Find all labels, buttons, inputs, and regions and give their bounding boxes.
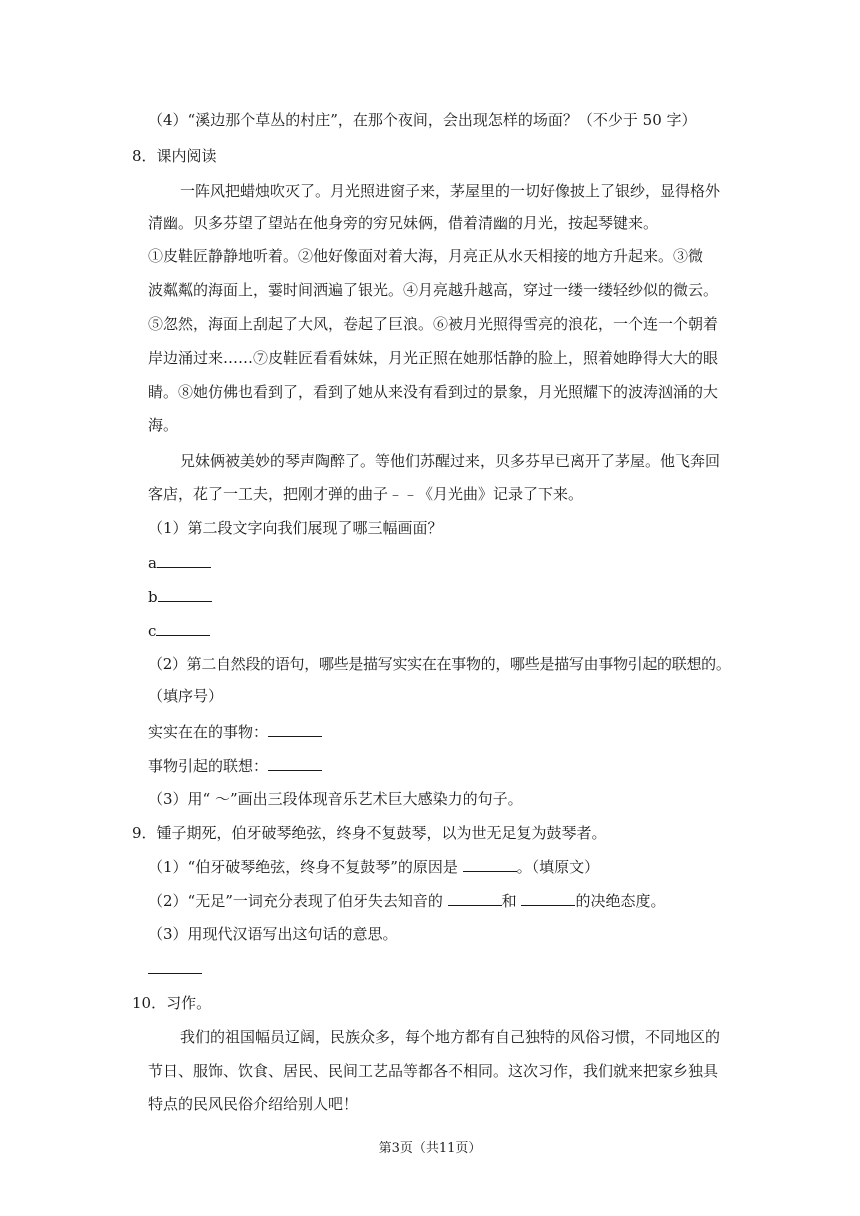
q8-p2-line: ⑤忽然，海面上刮起了大风，卷起了巨浪。⑥被月光照得雪亮的浪花，一个连一个朝着 [148,315,719,333]
answer-blank[interactable] [148,958,202,974]
answer-blank[interactable] [463,856,517,872]
answer-line-c[interactable]: c [148,620,210,641]
q8-p3-line: 兄妹俩被美妙的琴声陶醉了。等他们苏醒过来，贝多芬早已离开了茅屋。他飞奔回 [180,452,721,470]
answer-blank[interactable] [156,620,210,636]
q8-sub2-note: （填序号） [148,687,224,705]
q10-title: 10．习作。 [132,994,212,1012]
q9-sub2: （2）“无足”一词充分表现了伯牙失去知音的 和 的决绝态度。 [148,892,666,910]
answer-blank[interactable] [521,890,575,906]
q10-p-line: 我们的祖国幅员辽阔，民族众多，每个地方都有自己独特的风俗习惯，不同地区的 [180,1028,721,1046]
q8-title: 8．课内阅读 [132,147,217,165]
q7-sub4: （4）“溪边那个草丛的村庄”，在那个夜间，会出现怎样的场面？（不少于 50 字） [148,111,697,129]
q8-p1-line: 一阵风把蜡烛吹灭了。月光照进窗子来，茅屋里的一切好像披上了银纱，显得格外 [180,182,721,200]
q8-p2-line: 波粼粼的海面上，霎时间洒遍了银光。④月亮越升越高，穿过一缕一缕轻纱似的微云。 [148,281,719,299]
answer-blank[interactable] [157,552,211,568]
q8-sub3: （3）用“ ～”画出三段体现音乐艺术巨大感染力的句子。 [148,790,523,808]
answer-line-a[interactable]: a [148,552,211,573]
q8-p2-line: 岸边涌过来……⑦皮鞋匠看看妹妹，月光正照在她那恬静的脸上，照着她睁得大大的眼 [148,349,719,367]
answer-line-b[interactable]: b [148,586,212,607]
q9-sub1: （1）“伯牙破琴绝弦，终身不复鼓琴”的原因是 。（填原文） [148,858,600,876]
q9-answer-line[interactable] [148,958,202,979]
answer-blank[interactable] [158,586,212,602]
q10-p-line: 特点的民风民俗介绍给别人吧！ [148,1095,359,1113]
page-footer: 第3页（共11页） [378,1141,482,1156]
q8-p2-line: ①皮鞋匠静静地听着。②他好像面对着大海，月亮正从水天相接的地方升起来。③微 [148,247,704,265]
q10-p-line: 节日、服饰、饮食、居民、民间工艺品等都各不相同。这次习作，我们就来把家乡独具 [148,1062,719,1080]
q9-title: 9．锺子期死，伯牙破琴绝弦，终身不复鼓琴，以为世无足复为鼓琴者。 [132,824,607,842]
q8-sub2: （2）第二自然段的语句，哪些是描写实实在在事物的，哪些是描写由事物引起的联想的。 [148,655,731,673]
association-line: 事物引起的联想： [148,755,322,776]
q8-p2-line: 睛。⑧她仿佛也看到了，看到了她从来没有看到过的景象，月光照耀下的波涛汹涌的大 [148,383,719,401]
q8-p3-line: 客店，花了一工夫，把刚才弹的曲子﹣﹣《月光曲》记录了下来。 [148,485,584,503]
answer-blank[interactable] [268,721,322,737]
q8-p1-line: 清幽。贝多芬望了望站在他身旁的穷兄妹俩，借着清幽的月光，按起琴键来。 [148,214,659,232]
answer-blank[interactable] [268,755,322,771]
q8-p2-line: 海。 [148,416,179,434]
answer-blank[interactable] [448,890,502,906]
real-things-line: 实实在在的事物： [148,721,322,742]
q9-sub3: （3）用现代汉语写出这句话的意思。 [148,925,398,943]
q8-sub1: （1）第二段文字向我们展现了哪三幅画面？ [148,519,443,537]
